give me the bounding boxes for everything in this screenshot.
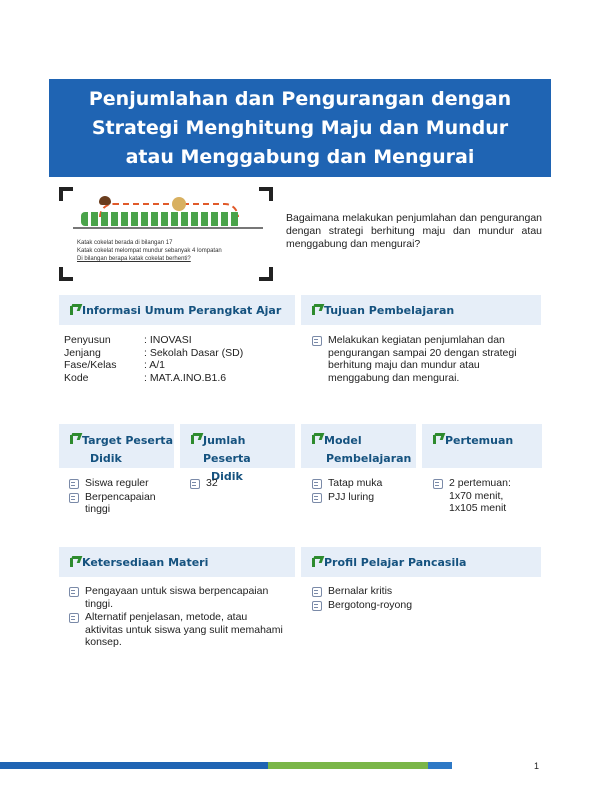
section-title: Profil Pelajar Pancasila [324, 556, 467, 569]
flag-icon [311, 432, 321, 444]
list-item-text: Berpencapaian tinggi [85, 490, 156, 515]
list-bullet-icon [311, 600, 322, 611]
list-bullet-icon [432, 478, 443, 489]
list-item [68, 491, 172, 516]
section-header-materi [59, 547, 295, 577]
figure-caption-2: Katak cokelat melompat mundur sebanyak 4 lompatan [77, 248, 222, 254]
section-title: Model [324, 434, 362, 447]
title-banner [49, 79, 551, 177]
footer-bar-blue [0, 762, 268, 769]
flag-icon [69, 555, 79, 567]
info-key: Jenjang [64, 346, 101, 359]
section-title-cont: Didik [211, 470, 243, 483]
list-item [311, 477, 415, 490]
list-bullet-icon [68, 492, 79, 503]
section-title: Target Peserta [82, 434, 173, 447]
number-line [73, 227, 263, 229]
section-title: Informasi Umum Perangkat Ajar [82, 304, 282, 317]
list-item-text: Tatap muka [328, 477, 383, 489]
section-header-model [301, 424, 416, 468]
list-item-text: 32 [206, 477, 218, 489]
footer-bar-green [268, 762, 428, 769]
info-value: : INOVASI [144, 334, 192, 347]
section-title: Tujuan Pembelajaran [324, 304, 455, 317]
flag-icon [432, 432, 442, 444]
title-line-1: Penjumlahan dan Pengurangan dengan [88, 87, 512, 110]
section-title: Ketersediaan Materi [82, 556, 209, 569]
list-bullet-icon [311, 478, 322, 489]
profil-list [311, 585, 531, 612]
info-row [64, 347, 243, 360]
page-number: 1 [534, 761, 540, 771]
info-row [64, 334, 243, 347]
list-item [189, 477, 289, 490]
list-item [68, 477, 172, 490]
list-item [311, 585, 531, 598]
info-key: Fase/Kelas [64, 359, 117, 371]
info-value: : Sekolah Dasar (SD) [144, 347, 243, 360]
list-item-text: Melakukan kegiatan penjumlahan dan pengurangan sampai 20 dengan strategi berhitung maju dan mundur atau menggabung dan mengurai. [328, 334, 517, 384]
list-bullet-icon [68, 612, 79, 623]
flag-icon [190, 432, 200, 444]
list-item-text: Bergotong-royong [328, 598, 413, 611]
list-bullet-icon [311, 586, 322, 597]
list-item [311, 491, 415, 504]
model-list [311, 477, 415, 504]
section-title-cont: Pembelajaran [326, 452, 412, 465]
list-bullet-icon [68, 478, 79, 489]
list-bullet-icon [189, 478, 200, 489]
list-item [311, 599, 531, 612]
flag-icon [69, 432, 79, 444]
frame-corner [59, 187, 73, 201]
list-item-text: Bernalar kritis [328, 585, 393, 597]
section-header-target [59, 424, 174, 468]
list-item-text: Pengayaan untuk siswa berpencapaian tinggi. [85, 585, 269, 610]
section-header-pertemuan [422, 424, 542, 468]
list-item-text: Alternatif penjelasan, metode, atau aktivitas untuk siswa yang sulit memahami konsep. [85, 611, 283, 648]
section-title: Jumlah Peserta [203, 434, 251, 465]
target-list [68, 477, 172, 517]
section-title: Pertemuan [445, 434, 514, 447]
info-value: : A/1 [144, 359, 165, 372]
flag-icon [311, 303, 321, 315]
info-key: Kode [64, 371, 89, 384]
info-value: : MAT.A.INO.B1.6 [144, 372, 226, 385]
frog-row-icon [81, 212, 241, 226]
figure-caption-3: Di bilangan berapa katak cokelat berhenti? [77, 256, 191, 262]
pertemuan-list [432, 477, 532, 516]
number-line-illustration [59, 187, 273, 281]
info-row [64, 359, 243, 372]
list-bullet-icon [311, 335, 322, 346]
list-item-text: 2 pertemuan: 1x70 menit, 1x105 menit [449, 477, 511, 514]
title-line-2: Strategi Menghitung Maju dan Mundur [91, 116, 509, 139]
guiding-question: Bagaimana melakukan penjumlahan dan pengurangan dengan strategi berhitung maju dan mundur atau menggabung dan mengurai? [286, 212, 542, 250]
tujuan-list [311, 334, 531, 385]
list-item [432, 477, 532, 515]
section-header-profil [301, 547, 541, 577]
info-list [64, 334, 243, 384]
section-title-cont: Didik [90, 452, 122, 465]
figure-caption-1: Katak cokelat berada di bilangan 17 [77, 240, 173, 246]
info-key: Penyusun [64, 334, 111, 346]
frog-icon [99, 196, 111, 205]
frame-corner [259, 187, 273, 201]
list-item-text: PJJ luring [328, 490, 375, 503]
flag-icon [311, 555, 321, 567]
frame-corner [259, 267, 273, 281]
footer-bar-accent [428, 762, 452, 769]
info-row [64, 372, 243, 385]
snack-icon [172, 197, 186, 211]
section-header-info [59, 295, 295, 325]
section-header-tujuan [301, 295, 541, 325]
title-line-3: atau Menggabung dan Mengurai [125, 145, 475, 168]
list-item [311, 334, 531, 384]
list-item [68, 611, 288, 649]
materi-list [68, 585, 288, 650]
frame-corner [59, 267, 73, 281]
list-item-text: Siswa reguler [85, 477, 149, 489]
jumlah-list [189, 477, 289, 491]
list-item [68, 585, 288, 610]
flag-icon [69, 303, 79, 315]
list-bullet-icon [311, 492, 322, 503]
list-bullet-icon [68, 586, 79, 597]
